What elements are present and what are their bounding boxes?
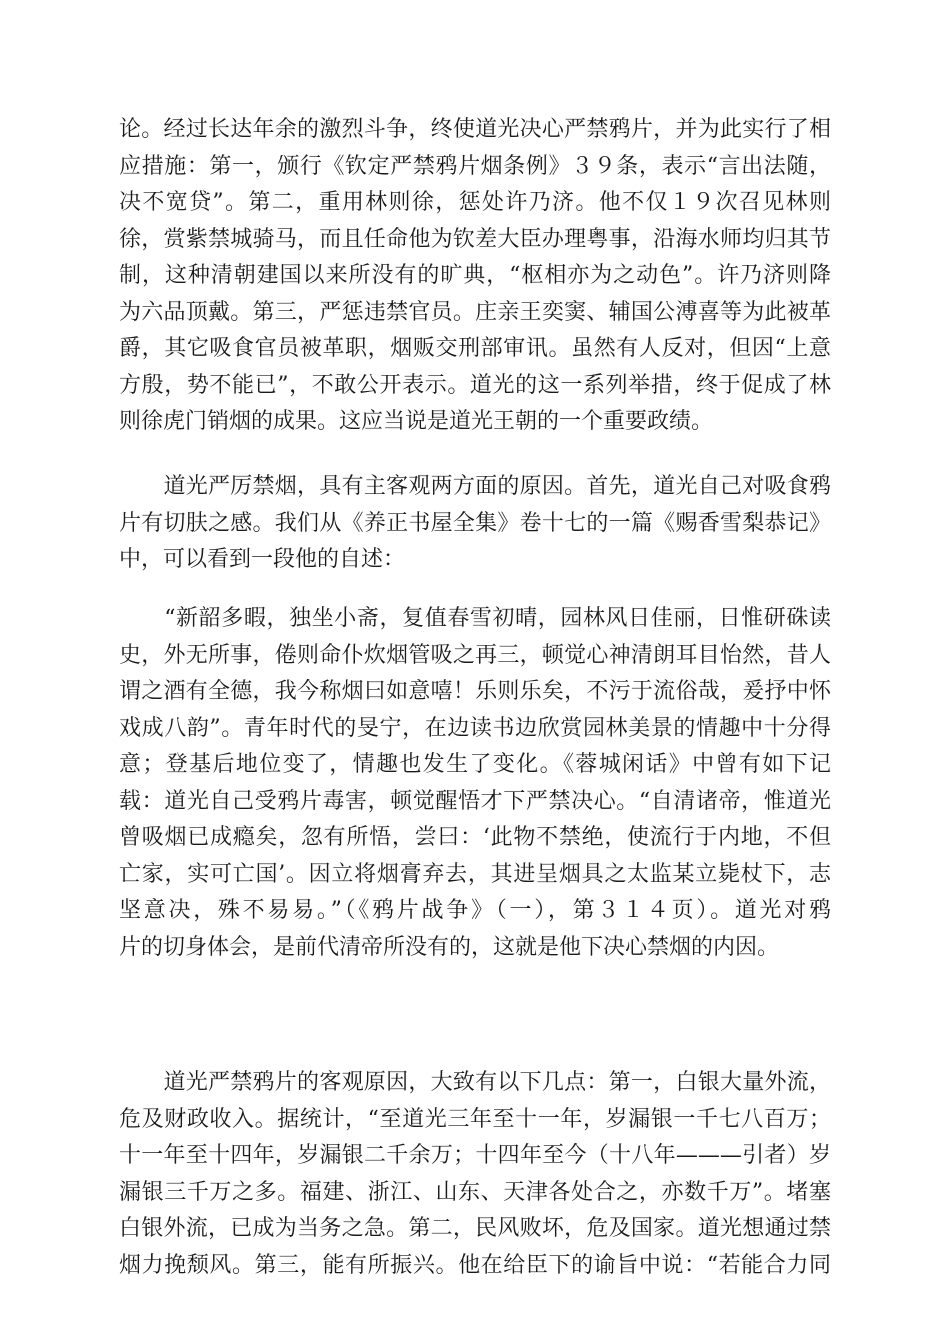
text-line: 意；登基后地位变了，情趣也发生了变化。《蓉城闲话》中曾有如下记 bbox=[119, 752, 831, 777]
text-line: 白银外流，已成为当务之急。第二，民风败坏，危及国家。道光想通过禁 bbox=[119, 1216, 831, 1241]
text-line: 谓之酒有全德，我今称烟曰如意嘻！乐则乐矣，不污于流俗哉，爰抒中怀 bbox=[119, 679, 831, 704]
text-line: 曾吸烟已成瘾矣，忽有所悟，尝曰：‘此物不禁绝，使流行于内地，不但 bbox=[119, 825, 831, 850]
text-line: 戏成八韵”。青年时代的旻宁，在边读书边欣赏园林美景的情趣中十分得 bbox=[119, 715, 831, 741]
text-line: 坚意决，殊不易易。”（《鸦片战争》（一），第３１４页）。道光对鸦 bbox=[119, 898, 831, 923]
text-line: 片有切肤之感。我们从《养正书屋全集》卷十七的一篇《赐香雪梨恭记》 bbox=[119, 510, 831, 536]
text-line: “新韶多暇，独坐小斋，复值春雪初晴，园林风日佳丽，日惟研硃读 bbox=[119, 606, 831, 631]
text-line: 漏银三千万之多。福建、浙江、山东、天津各处合之，亦数千万”。堵塞 bbox=[119, 1179, 831, 1205]
text-line: 十一年至十四年，岁漏银二千余万；十四年至今（十八年———引者）岁 bbox=[119, 1143, 831, 1168]
text-line: 论。经过长达年余的激烈斗争，终使道光决心严禁鸦片，并为此实行了相 bbox=[119, 117, 831, 142]
text-line: 中，可以看到一段他的自述： bbox=[119, 547, 406, 572]
text-line: 爵，其它吸食官员被革职，烟贩交刑部审讯。虽然有人反对，但因“上意 bbox=[119, 336, 831, 361]
text-line: 方殷，势不能已”，不敢公开表示。道光的这一系列举措，终于促成了林 bbox=[119, 372, 831, 398]
text-line: 危及财政收入。据统计，“至道光三年至十一年，岁漏银一千七八百万； bbox=[119, 1106, 831, 1132]
paragraph-3 bbox=[119, 601, 831, 966]
paragraph-4 bbox=[119, 1065, 831, 1284]
text-line: 片的切身体会，是前代清帝所没有的，这就是他下决心禁烟的内因。 bbox=[119, 934, 780, 960]
text-line: 应措施：第一，颁行《钦定严禁鸦片烟条例》３９条，表示“言出法随， bbox=[119, 153, 831, 179]
text-line: 道光严禁鸦片的客观原因，大致有以下几点：第一，白银大量外流， bbox=[119, 1070, 831, 1095]
text-line: 载：道光自己受鸦片毒害，顿觉醒悟才下严禁决心。“自清诸帝，惟道光 bbox=[119, 788, 831, 814]
text-line: 道光严厉禁烟，具有主客观两方面的原因。首先，道光自己对吸食鸦 bbox=[119, 474, 831, 499]
text-line: 徐，赏紫禁城骑马，而且任命他为钦差大臣办理粤事，沿海水师均归其节 bbox=[119, 226, 831, 252]
paragraph-1 bbox=[119, 112, 831, 441]
text-line: 史，外无所事，倦则命仆炊烟管吸之再三，顿觉心神清朗耳目怡然，昔人 bbox=[119, 642, 831, 668]
text-line: 为六品顶戴。第三，严惩违禁官员。庄亲王奕窦、辅国公溥喜等为此被革 bbox=[119, 299, 831, 325]
text-line: 亡家，实可亡国’。因立将烟膏弃去，其进呈烟具之太监某立毙杖下，志 bbox=[119, 861, 831, 887]
text-line: 决不宽贷”。第二，重用林则徐，惩处许乃济。他不仅１９次召见林则 bbox=[119, 190, 831, 215]
text-line: 烟力挽颓风。第三，能有所振兴。他在给臣下的谕旨中说：“若能合力同 bbox=[119, 1252, 831, 1278]
paragraph-2 bbox=[119, 469, 831, 579]
text-line: 制，这种清朝建国以来所没有的旷典，“枢相亦为之动色”。许乃济则降 bbox=[119, 263, 831, 288]
text-line: 则徐虎门销烟的成果。这应当说是道光王朝的一个重要政绩。 bbox=[119, 409, 714, 434]
